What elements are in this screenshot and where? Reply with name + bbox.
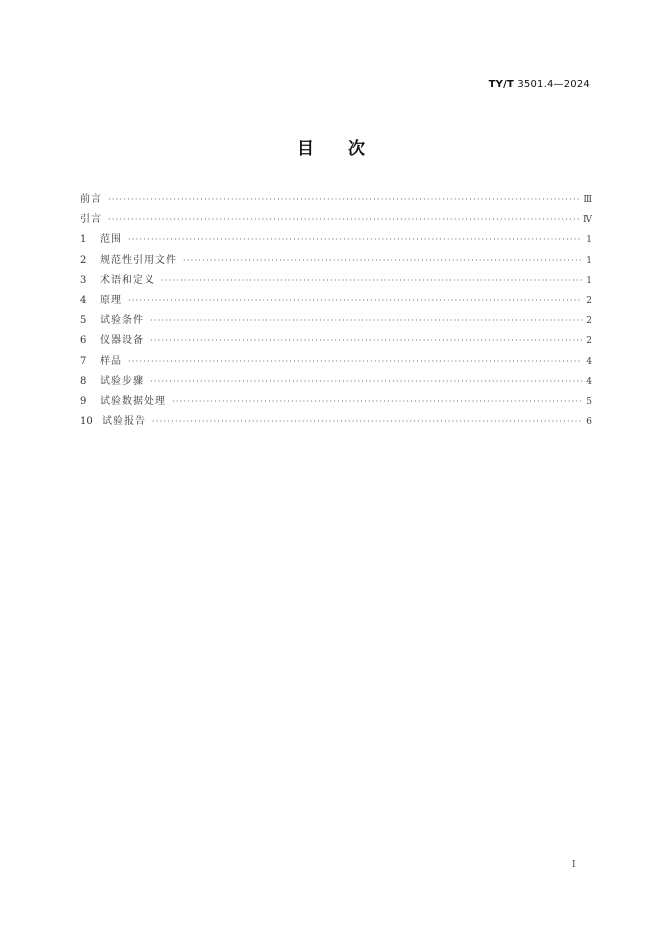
toc-entry-label: 范围 [100,234,122,246]
toc-entry-page: 2 [586,336,592,347]
toc-entry-page: 1 [586,275,592,286]
toc-entry-label: 引言 [80,214,102,226]
toc-entry-label: 试验步骤 [100,375,144,387]
toc-entry-label: 仪器设备 [100,335,144,347]
toc-entry-page: Ⅲ [583,195,592,205]
toc-entry-number: 7 [80,355,87,367]
toc-entry-number: 5 [80,315,87,327]
toc-entry-label: 原理 [100,294,122,306]
toc-entry-normative-references[interactable] [80,251,592,271]
toc-dot-leader [108,210,579,230]
toc-entry-terms-definitions[interactable] [80,271,592,291]
toc-entry-data-processing[interactable] [80,392,592,412]
page-number: I [572,860,576,870]
toc-entry-page: 2 [586,316,592,327]
standard-prefix: TY/T [488,79,514,90]
toc-entry-page: 4 [586,376,592,387]
toc-entry-number: 4 [80,294,87,306]
toc-dot-leader [128,352,582,372]
toc-entry-page: 4 [586,356,592,367]
toc-entry-label: 规范性引用文件 [100,254,177,266]
toc-entry-label: 试验报告 [102,416,146,428]
toc-entry-page: 2 [586,295,592,306]
toc-entry-page: 6 [586,417,592,428]
toc-entry-samples[interactable] [80,352,592,372]
toc-dot-leader [150,372,582,392]
toc-entry-foreword[interactable] [80,190,592,210]
toc-entry-page: 1 [586,235,592,246]
toc-entry-page: 5 [586,396,592,407]
toc-dot-leader [150,311,582,331]
toc-entry-principle[interactable] [80,291,592,311]
toc-entry-number: 9 [80,395,87,407]
toc-entry-page: Ⅳ [583,215,592,226]
toc-dot-leader [161,271,582,291]
toc-dot-leader [183,251,582,271]
standard-number: 3501.4—2024 [517,79,590,90]
toc-entry-label: 试验条件 [100,315,144,327]
toc-dot-leader [150,331,582,351]
toc-entry-number: 8 [80,375,87,387]
toc-entry-page: 1 [586,255,592,266]
toc-entry-label: 术语和定义 [100,274,155,286]
toc-entry-introduction[interactable] [80,210,592,230]
toc-entry-number: 1 [80,234,87,246]
toc-entry-label: 试验数据处理 [100,395,166,407]
toc-entry-test-procedure[interactable] [80,372,592,392]
toc-entry-label: 样品 [100,355,122,367]
toc-entry-label: 前言 [80,194,102,205]
toc-dot-leader [172,392,582,412]
toc-title: 目次 [297,139,399,159]
toc-entry-number: 3 [80,274,87,286]
toc-list [80,190,592,432]
toc-entry-apparatus[interactable] [80,331,592,351]
toc-entry-test-report[interactable] [80,412,592,432]
toc-entry-number: 6 [80,335,87,347]
toc-entry-test-conditions[interactable] [80,311,592,331]
toc-dot-leader [108,190,579,210]
toc-entry-number: 10 [80,416,93,428]
toc-dot-leader [152,412,582,432]
toc-dot-leader [128,230,582,250]
toc-dot-leader [128,291,582,311]
toc-entry-number: 2 [80,254,87,266]
toc-entry-scope[interactable] [80,230,592,250]
standard-code [489,79,590,90]
